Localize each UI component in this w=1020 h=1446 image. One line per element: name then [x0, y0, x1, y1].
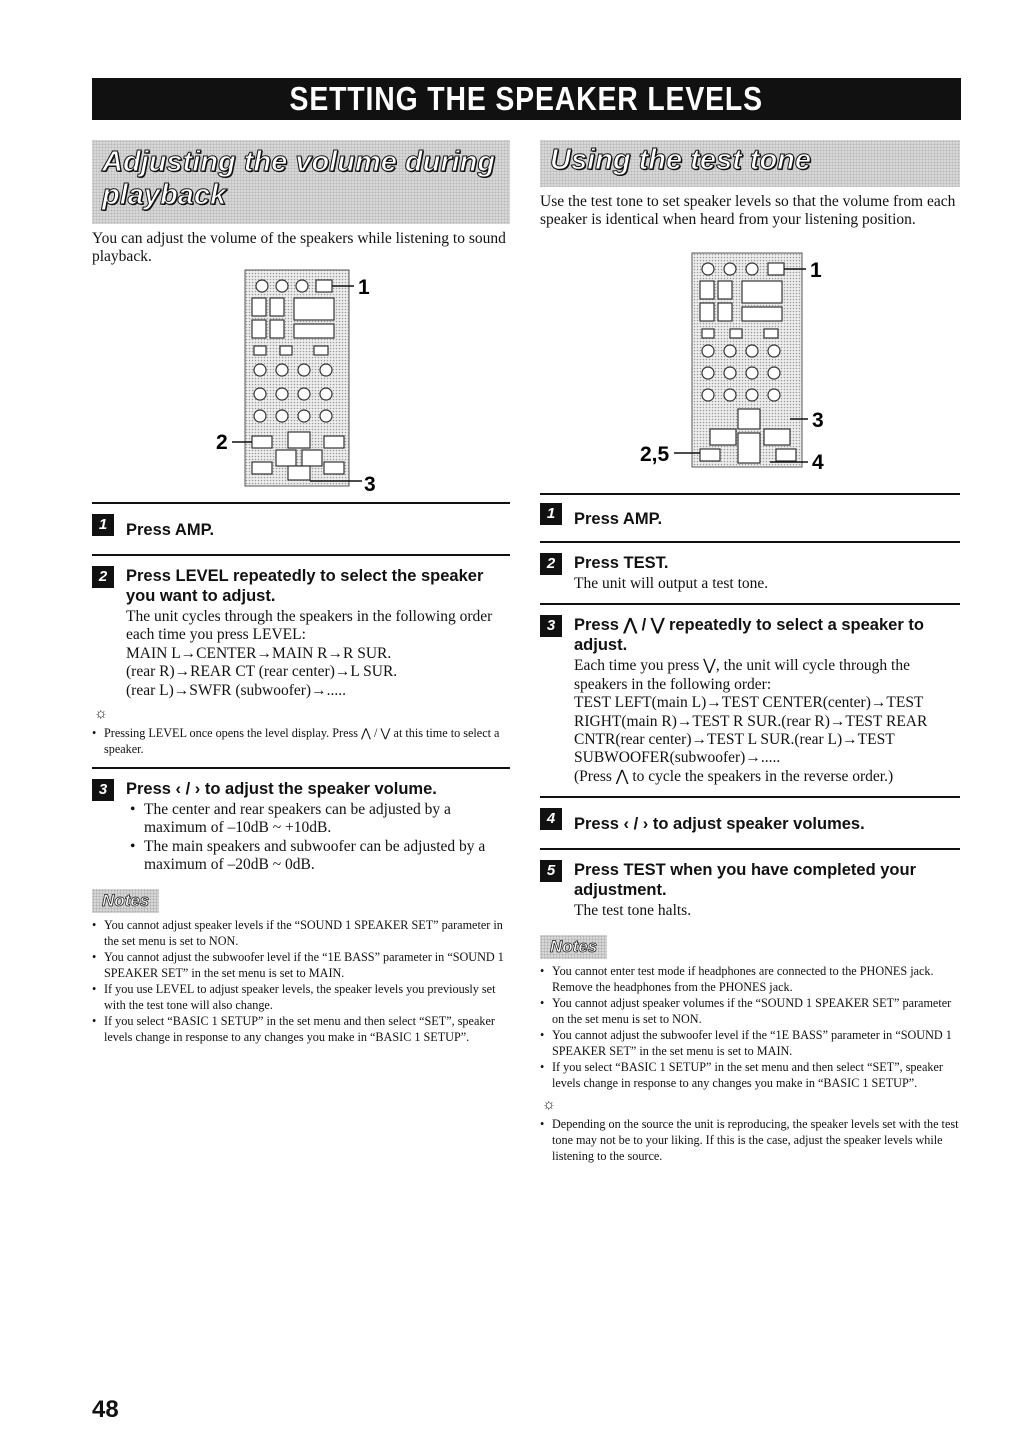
remote-control-image [92, 266, 510, 496]
callout-1: 1 [358, 276, 370, 299]
right-intro: Use the test tone to set speaker levels so that the volume from each speaker is identical when heard from your listening position. [540, 193, 956, 228]
step-title: Press ‹ / › to adjust speaker volumes. [574, 815, 865, 834]
step-text: The unit cycles through the speakers in the following order each time you press LEVEL: [126, 608, 493, 644]
left-step-1 [92, 502, 510, 540]
note-item: • You cannot adjust the subwoofer level if the “1E BASS” parameter in “SOUND 1 SPEAKER SET” in the set menu is set to MAIN. [92, 949, 510, 981]
left-intro: You can adjust the volume of the speakers while listening to sound playback. [92, 230, 506, 265]
sequence-line: (rear L)→SWFR (subwoofer)→..... [126, 681, 346, 699]
step-bullet: • The main speakers and subwoofer can be adjusted by a maximum of –20dB ~ 0dB. [126, 838, 510, 875]
right-notes-list [540, 963, 960, 1091]
step-number: 5 [540, 860, 562, 882]
left-step-3 [92, 767, 510, 875]
note-item: • You cannot adjust speaker levels if the “SOUND 1 SPEAKER SET” parameter in the set menu is set to NON. [92, 917, 510, 949]
left-remote-illustration [92, 266, 510, 496]
right-step-5 [540, 848, 960, 920]
note-item: • You cannot adjust speaker volumes if the “SOUND 1 SPEAKER SET” parameter on the set menu is set to NON. [540, 995, 960, 1027]
left-step-2 [92, 554, 510, 757]
right-heading-text: Using the test tone [550, 144, 812, 176]
step-title: Press LEVEL repeatedly to select the speaker you want to adjust. [126, 567, 484, 605]
tip-icon: ☼ [542, 1096, 557, 1113]
step-title: Press TEST. [574, 554, 669, 572]
step-title: Press ⋀ / ⋁ repeatedly to select a speaker to adjust. [574, 616, 924, 655]
sequence-line: (rear R)→REAR CT (rear center)→L SUR. [126, 663, 398, 681]
right-tip [540, 1116, 960, 1164]
right-step-2 [540, 541, 960, 593]
page-title: SETTING THE SPEAKER LEVELS [289, 80, 764, 117]
right-step-1 [540, 493, 960, 529]
step-title: Press AMP. [574, 510, 663, 528]
step-number: 3 [540, 615, 562, 637]
left-section-heading [92, 140, 510, 224]
tip-item: • Depending on the source the unit is reproducing, the speaker levels set with the test tone may not be to your liking. If this is the case, adjust the speaker levels while listening to the source. [540, 1116, 960, 1164]
right-column [540, 140, 960, 1164]
step-body: The unit will output a test tone. [574, 575, 769, 592]
step-body [574, 657, 960, 786]
left-heading-text: Adjusting the volume during playback [102, 146, 496, 211]
step-number: 1 [540, 503, 562, 525]
note-item: • You cannot adjust the subwoofer level if the “1E BASS” parameter in “SOUND 1 SPEAKER SET” in the set menu is set to MAIN. [540, 1027, 960, 1059]
left-column [92, 140, 510, 1045]
step-title: Press TEST when you have completed your adjustment. [574, 861, 917, 900]
step-title: Press ‹ / › to adjust the speaker volume. [126, 780, 437, 799]
right-step-3 [540, 603, 960, 786]
remote-control-image [540, 229, 960, 479]
step-title: Press AMP. [126, 521, 215, 539]
callout-4: 4 [812, 451, 824, 474]
callout-3: 3 [364, 473, 376, 496]
tip-item: • Pressing LEVEL once opens the level display. Press ⋀ / ⋁ at this time to select a speaker. [92, 725, 510, 757]
callout-1: 1 [810, 259, 822, 282]
notes-label: Notes [540, 935, 607, 959]
tip-icon: ☼ [94, 706, 109, 723]
callout-2: 2 [216, 431, 228, 454]
note-item: • You cannot enter test mode if headphones are connected to the PHONES jack. Remove the headphones from the PHONES jack. [540, 963, 960, 995]
step-body: The test tone halts. [574, 902, 692, 920]
step-number: 2 [540, 553, 562, 575]
notes-label: Notes [92, 889, 159, 913]
right-remote-illustration [540, 229, 960, 479]
step-text: Each time you press ⋁, the unit will cycle through the speakers in the following order: [574, 657, 910, 693]
left-notes-list [92, 917, 510, 1045]
callout-3: 3 [812, 409, 824, 432]
page-title-banner [92, 78, 961, 120]
reverse-note: (Press ⋀ to cycle the speakers in the reverse order.) [574, 767, 894, 785]
note-item: • If you select “BASIC 1 SETUP” in the set menu and then select “SET”, speaker levels change in response to any changes you make in “BASIC 1 SETUP”. [92, 1013, 510, 1045]
sequence-text: TEST LEFT(main L)→TEST CENTER(center)→TEST RIGHT(main R)→TEST R SUR.(rear R)→TEST REAR CNTR(rear center)→TEST L SUR.(rear L)→TEST SUBWOOFER(subwoofer)→..... [574, 694, 928, 767]
step-number: 2 [92, 566, 114, 588]
step-number: 4 [540, 808, 562, 830]
sequence-line: MAIN L→CENTER→MAIN R→R SUR. [126, 644, 392, 662]
right-step-4 [540, 796, 960, 834]
step-bullet: • The center and rear speakers can be adjusted by a maximum of –10dB ~ +10dB. [126, 801, 510, 838]
page-number: 48 [92, 1396, 119, 1423]
note-item: • If you use LEVEL to adjust speaker levels, the speaker levels you previously set with the test tone will also change. [92, 981, 510, 1013]
step-number: 3 [92, 779, 114, 801]
tip-text [92, 725, 510, 757]
right-section-heading [540, 140, 960, 187]
step-body [126, 608, 510, 700]
note-item: • If you select “BASIC 1 SETUP” in the set menu and then select “SET”, speaker levels change in response to any changes you make in “BASIC 1 SETUP”. [540, 1059, 960, 1091]
step-number: 1 [92, 514, 114, 536]
callout-2-5: 2,5 [640, 443, 670, 466]
step-body [126, 801, 510, 875]
